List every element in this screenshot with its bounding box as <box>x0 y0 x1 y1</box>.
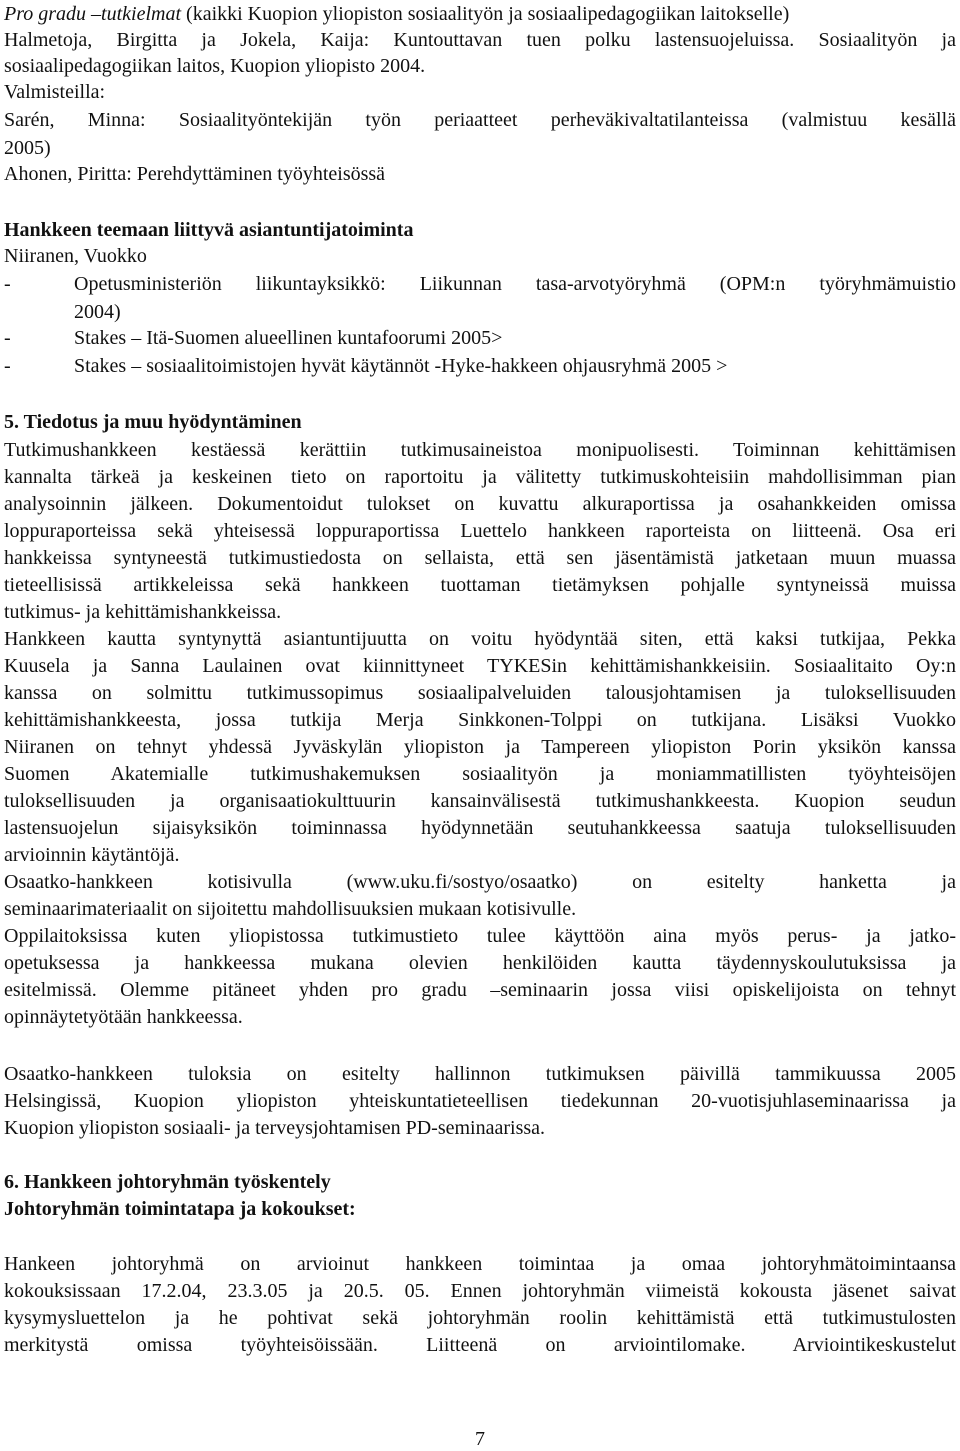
list-item-text: Stakes – Itä-Suomen alueellinen kuntafoorumi 2005> <box>74 327 503 349</box>
text-line: Tutkimushankkeen kestäessä kerättiin tutkimusaineistoa monipuolisesti. Toiminnan kehittämisen <box>4 439 956 461</box>
text-line: Valmisteilla: <box>4 81 106 103</box>
text-line: Helsingissä, Kuopion yliopiston yhteiskuntatieteellisen tiedekunnan 20-vuotisjuhlaseminaarissa ja <box>4 1090 956 1112</box>
text-line: Halmetoja, Birgitta ja Jokela, Kaija: Kuntouttavan tuen polku lastensuojeluissa. Sosiaalityön ja <box>4 29 956 51</box>
section-heading: 5. Tiedotus ja muu hyödyntäminen <box>4 411 302 433</box>
text-line: Kuusela ja Sanna Laulainen ovat kiinnittyneet TYKESin kehittämishankkeisiin. Sosiaalitaito Oy:n <box>4 655 956 677</box>
text-line: seminaarimateriaalit on sijoitettu mahdollisuuksien mukaan kotisivulle. <box>4 898 577 920</box>
text-line: Niiranen on tehnyt yhdessä Jyväskylän yliopiston ja Tampereen yliopiston Porin yksikön kanssa <box>4 736 956 758</box>
list-item <box>4 352 956 380</box>
text-line: Sarén, Minna: Sosiaalityöntekijän työn periaatteet perheväkivaltatilanteissa (valmistuu kesällä <box>4 109 956 131</box>
text-line: kanssa on solmittu tutkimussopimus sosiaalipalveluiden talousjohtamisen ja tuloksellisuuden <box>4 682 956 704</box>
text-line: kokouksissaan 17.2.04, 23.3.05 ja 20.5. 05. Ennen johtoryhmän viimeistä kokousta jäsenet saivat <box>4 1280 956 1302</box>
list-item-text: Opetusministeriön liikuntayksikkö: Liikunnan tasa-arvotyöryhmä (OPM:n työryhmämuistio <box>74 273 956 295</box>
thesis-heading: Pro gradu –tutkielmat <box>4 3 182 25</box>
text-line: Hankkeen kautta syntynyttä asiantuntijuutta on voitu hyödyntää siten, että kaksi tutkijaa, Pekka <box>4 628 956 650</box>
text-line: lastensuojelun sijaisyksikön toiminnassa hyödynnetään seutuhankkeessa saatuja tuloksellisuuden <box>4 817 956 839</box>
text-line: analysoinnin jälkeen. Dokumentoidut tulokset on kuvattu alkuraportissa ja osahankkeiden omissa <box>4 493 956 515</box>
text-line: Oppilaitoksissa kuten yliopistossa tutkimustieto tulee käyttöön aina myös perus- ja jatko- <box>4 925 956 947</box>
text-line: Osaatko-hankkeen tuloksia on esitelty hallinnon tutkimuksen päivillä tammikuussa 2005 <box>4 1063 956 1085</box>
text-line: tieteellisissä artikkeleissa sekä hankkeen tuottaman tietämyksen pohjalle syntyneissä muissa <box>4 574 956 596</box>
text-line: opetuksessa ja hankkeessa mukana olevien henkilöiden kautta täydennyskoulutuksissa ja <box>4 952 956 974</box>
text-line: tuloksellisuuden ja organisaatiokulttuurin kansainvälisestä tutkimushankkeesta. Kuopion seudun <box>4 790 956 812</box>
text-line: 2004) <box>74 301 121 323</box>
thesis-heading-line <box>4 0 789 28</box>
text-line: Osaatko-hankkeen kotisivulla (www.uku.fi/sostyo/osaatko) on esitelty hanketta ja <box>4 871 956 893</box>
section-heading: 6. Hankkeen johtoryhmän työskentely <box>4 1171 331 1193</box>
text-line: tutkimus- ja kehittämishankkeissa. <box>4 601 282 623</box>
section-subheading: Johtoryhmän toimintatapa ja kokoukset: <box>4 1198 356 1220</box>
text-line: sosiaalipedagogiikan laitos, Kuopion yliopisto 2004. <box>4 55 426 77</box>
section-subheading: Hankkeen teemaan liittyvä asiantuntijatoiminta <box>4 219 414 241</box>
text-line: Suomen Akatemialle tutkimushakemuksen sosiaalityön ja moniammatillisten työyhteisöjen <box>4 763 956 785</box>
list-bullet: - <box>4 327 11 349</box>
page-number: 7 <box>475 1428 485 1450</box>
thesis-heading-note: (kaikki Kuopion yliopiston sosiaalityön ja sosiaalipedagogiikan laitokselle) <box>181 3 790 25</box>
text-line: opinnäytetyötään hankkeessa. <box>4 1006 243 1028</box>
text-line: kehittämishankkeesta, jossa tutkija Merja Sinkkonen-Tolppi on tutkijana. Lisäksi Vuokko <box>4 709 956 731</box>
list-item-text: Stakes – sosiaalitoimistojen hyvät käytännöt -Hyke-hakkeen ohjausryhmä 2005 > <box>74 355 728 377</box>
text-line: merkitystä omissa työyhteisöissään. Liitteenä on arviointilomake. Arviointikeskustelut <box>4 1334 956 1356</box>
text-line: esitelmissä. Olemme pitäneet yhden pro gradu –seminaarin jossa viisi opiskelijoista on tehnyt <box>4 979 956 1001</box>
list-bullet: - <box>4 273 11 295</box>
text-line: arvioinnin käytäntöjä. <box>4 844 180 866</box>
list-item <box>4 324 956 352</box>
list-item <box>4 270 956 298</box>
text-line: kysymysluettelon ja he pohtivat sekä johtoryhmän roolin kehittämistä että tutkimustulosten <box>4 1307 956 1329</box>
text-line: hankkeissa syntyneestä tutkimustiedosta on sellaista, että sen jäsentämistä jatketaan muun muassa <box>4 547 956 569</box>
text-line: Hankeen johtoryhmä on arvioinut hankkeen toimintaa ja omaa johtoryhmätoimintaansa <box>4 1253 956 1275</box>
text-line: Ahonen, Piritta: Perehdyttäminen työyhteisössä <box>4 163 386 185</box>
text-line: 2005) <box>4 137 51 159</box>
text-line: kannalta tärkeä ja keskeinen tieto on raportoitu ja välitetty tutkimuskohteisiin mahdollisimman pian <box>4 466 956 488</box>
list-bullet: - <box>4 355 11 377</box>
text-line: Kuopion yliopiston sosiaali- ja terveysjohtamisen PD-seminaarissa. <box>4 1117 546 1139</box>
text-line: Niiranen, Vuokko <box>4 245 147 267</box>
text-line: loppuraporteissa sekä yhteisessä loppuraportissa Luettelo hankkeen raporteista on liitteenä. Osa eri <box>4 520 956 542</box>
